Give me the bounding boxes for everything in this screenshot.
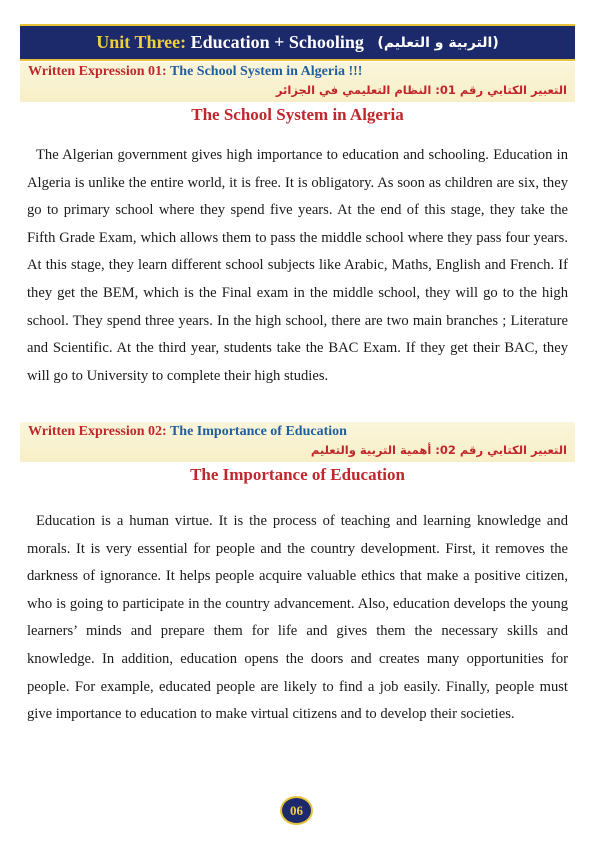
section-2-topic: The Importance of Education [169,424,347,439]
unit-label: Unit Three: [96,32,187,52]
section-1-arabic: التعبير الكتابي رقم 01: النظام التعليمي في الجزائر [275,83,567,97]
unit-arabic-title: (التربية و التعليم) [377,34,499,51]
section-2-bar [20,422,575,462]
section-1-paragraph: The Algerian government gives high importance to education and schooling. Education in Algeria is unlike the entire world, it is free. It is obligatory. As soon as children are six, they go to primary school where they spend five years. At the end of this stage, they take the Fifth Grade Exam, which allows them to pass the middle school where they pass four years. At this stage, they learn different school subjects like Arabic, Maths, English and French. If they get the BEM, which is the Final exam in the middle school, they will go to the high school. They spend three years. In the high school, there are two main branches ; Literature and Scientific. At the third year, students take the BAC Exam. If they get their BAC, they will go to University to complete their high studies. [27,147,568,384]
section-1-heading [28,62,567,81]
unit-topic: Education + Schooling [190,32,364,52]
page-number: 06 [290,802,303,818]
section-2-heading [28,422,567,441]
section-1-label: Written Expression 01: [28,64,167,79]
page-number-badge [280,796,313,825]
section-1-title: The School System in Algeria [191,105,404,124]
section-2-paragraph: Education is a human virtue. It is the process of teaching and learning knowledge and morals. It is very essential for people and the country development. First, it removes the darkness of ignorance. It helps people acquire valuable ethics that make a positive citizen, who is going to participate in the country advancement. Also, education develops the young learners’ minds and prepare them for life and gives them the necessary skills and knowledge. In addition, education opens the doors and creates many opportunities for people. For example, educated people are likely to find a job easily. Finally, people must give importance to education to make virtual citizens and to develop their societies. [27,513,568,723]
section-2-label: Written Expression 02: [28,424,167,439]
section-2-arabic: التعبير الكتابي رقم 02: أهمية التربية والتعليم [310,443,567,457]
section-2-title: The Importance of Education [190,465,405,484]
unit-header [20,24,575,61]
section-1-bar [20,62,575,102]
section-1-topic: The School System in Algeria !!! [169,64,363,79]
